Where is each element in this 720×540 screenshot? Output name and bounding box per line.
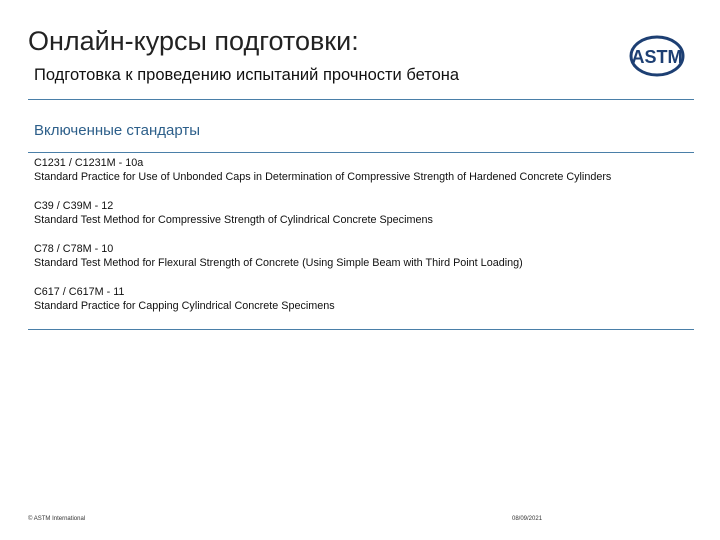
list-item <box>34 199 694 227</box>
divider-bottom <box>28 329 694 330</box>
astm-logo <box>628 34 686 78</box>
divider-section <box>28 152 694 153</box>
standard-title: Standard Practice for Use of Unbonded Caps in Determination of Compressive Strength of Hardened Concrete Cylinders <box>34 171 612 183</box>
standard-code: C617 / C617M - 11 <box>34 286 125 298</box>
section-heading: Включенные стандарты <box>34 122 201 139</box>
divider-top <box>28 99 694 100</box>
list-item <box>34 242 694 270</box>
list-item <box>34 156 694 184</box>
standard-title: Standard Test Method for Compressive Strength of Cylindrical Concrete Specimens <box>34 214 433 226</box>
standards-list <box>34 156 694 328</box>
list-item <box>34 285 694 313</box>
standard-title: Standard Practice for Capping Cylindrical Concrete Specimens <box>34 300 335 312</box>
footer-copyright: © ASTM International <box>28 516 86 522</box>
standard-code: C39 / C39M - 12 <box>34 200 114 212</box>
page-subtitle: Подготовка к проведению испытаний прочности бетона <box>34 66 460 84</box>
logo-text: ASTM <box>631 47 683 67</box>
standard-code: C1231 / C1231M - 10a <box>34 157 144 169</box>
standard-code: C78 / C78M - 10 <box>34 243 114 255</box>
page-title: Онлайн-курсы подготовки: <box>28 26 359 56</box>
footer-date: 08/09/2021 <box>512 516 543 522</box>
standard-title: Standard Test Method for Flexural Strength of Concrete (Using Simple Beam with Third Point Loading) <box>34 257 523 269</box>
